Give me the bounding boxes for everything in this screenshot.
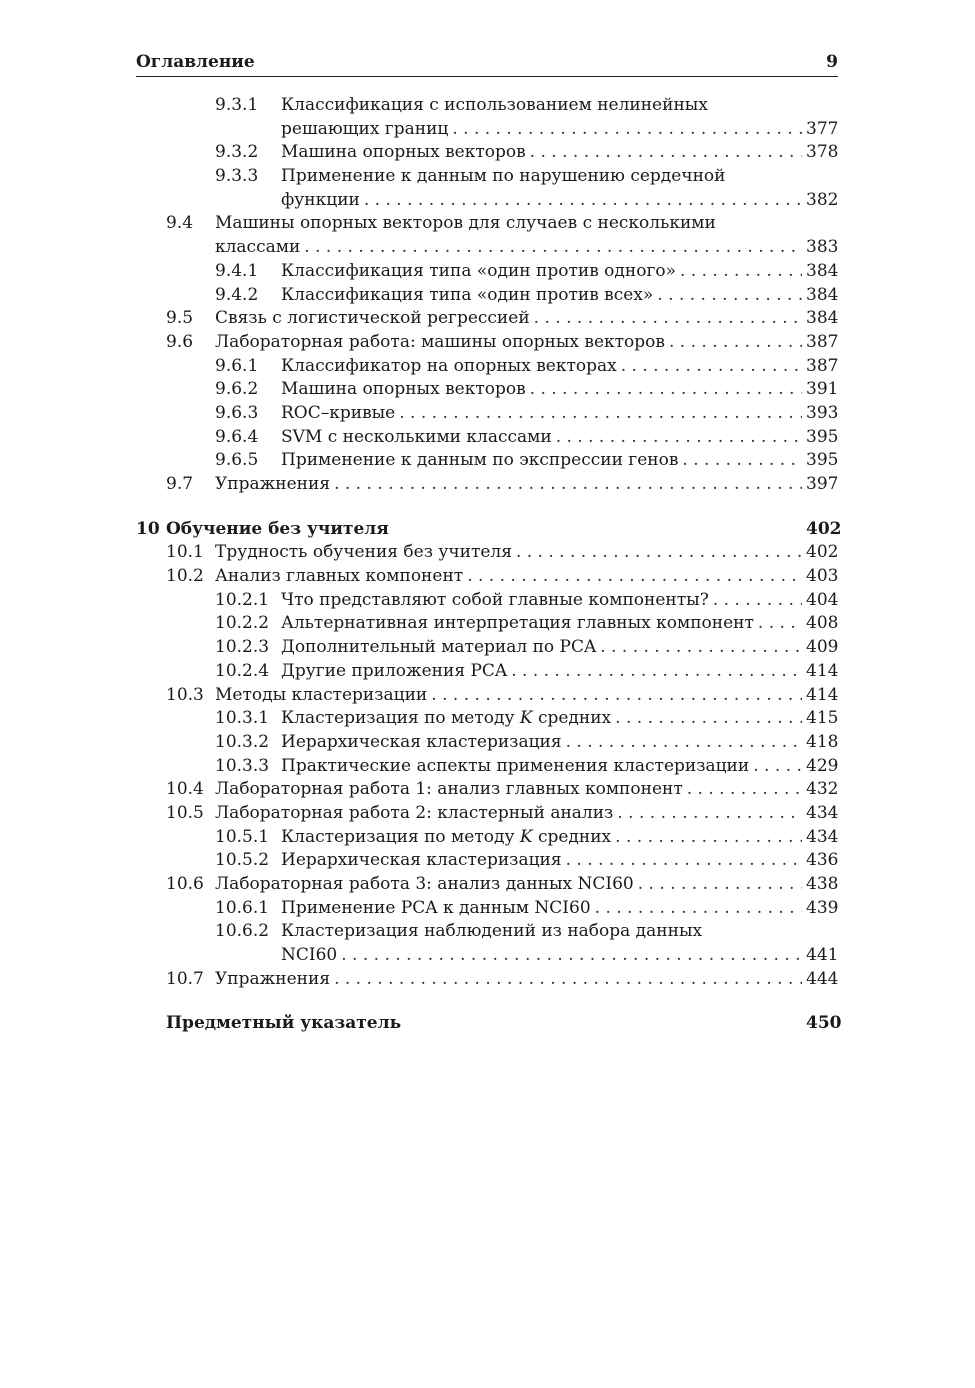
toc-entry-title: Классификация типа «один против всех» [281,284,654,305]
header-rule [136,76,838,77]
leader-dots [638,873,802,897]
toc-entry-page: 395 [806,450,839,471]
toc-chapter-entry[interactable] [136,518,842,542]
leader-dots [452,118,802,142]
toc-entry-number: 9.6.2 [215,379,259,400]
leader-dots [600,636,802,660]
leader-dots [334,968,802,992]
toc-entry-page: 436 [806,850,839,871]
leader-dots [467,565,802,589]
toc-entry-page: 387 [806,331,839,352]
toc-entry-page: 414 [806,660,839,681]
toc-entry-title: Машины опорных векторов для случаев с несколькими [215,213,716,234]
toc-entry-body [281,402,838,426]
toc-entry-body [215,778,838,802]
toc-entry[interactable] [136,944,838,968]
toc-entry-title: Иерархическая кластеризация [281,850,562,871]
toc-entry-body [281,636,838,660]
toc-entry-page: 432 [806,779,839,800]
toc-entry[interactable] [136,636,838,660]
toc-entry-body [281,284,838,308]
toc-entry-title: Связь с логистической регрессией [215,308,530,329]
toc-entry[interactable] [136,378,838,402]
toc-entry-body [281,589,838,613]
toc-entry-number: 10.2.3 [215,637,270,658]
running-header-title: Оглавление [136,52,255,72]
toc-entry-title: Трудность обучения без учителя [215,542,512,563]
toc-entry-body [281,849,838,873]
toc-entry-body [281,165,784,189]
toc-chapter-entry[interactable] [136,1012,842,1036]
toc-entry-page: 378 [806,142,839,163]
toc-entry[interactable] [136,212,838,236]
toc-entry-body [281,189,838,213]
toc-entry[interactable] [136,684,838,708]
toc-entry-body [281,944,838,968]
toc-entry[interactable] [136,873,838,897]
toc-entry-body [215,968,838,992]
toc-entry-body [281,355,838,379]
toc-entry[interactable] [136,920,838,944]
toc-entry-title: Применение PCA к данным NCI60 [281,897,591,918]
toc-entry-title: Обучение без учителя [166,518,389,539]
toc-entry-body [281,660,838,684]
table-of-contents [136,94,842,1036]
toc-entry-title: Упражнения [215,968,331,989]
toc-entry-number: 10.5.2 [215,850,270,871]
leader-dots [334,473,802,497]
toc-entry-title: SVM с несколькими классами [281,426,552,447]
leader-dots [304,236,802,260]
toc-entry-body [281,731,838,755]
toc-entry-page: 395 [806,426,839,447]
toc-entry-body [215,473,838,497]
toc-entry-title: Что представляют собой главные компоненты? [281,589,709,610]
toc-entry[interactable] [136,778,838,802]
toc-entry-number: 9.4 [166,213,194,234]
toc-entry-page: 393 [806,402,839,423]
toc-entry-body [215,565,838,589]
math-variable: K [519,826,533,847]
toc-entry-title: Кластеризация по методу K средних [281,708,612,729]
leader-dots [534,307,802,331]
toc-entry-title: Методы кластеризации [215,684,428,705]
toc-entry-number: 9.4.1 [215,260,259,281]
toc-entry[interactable] [136,755,838,779]
leader-dots [595,897,802,921]
toc-entry-title: функции [281,189,360,210]
toc-entry[interactable] [136,660,838,684]
toc-entry-title: Кластеризация наблюдений из набора данных [281,921,703,942]
toc-entry-body [281,94,784,118]
toc-entry-number: 9.3.3 [215,166,259,187]
toc-entry[interactable] [136,331,838,355]
toc-entry-number: 10.1 [166,542,204,563]
toc-entry-title: Классификация типа «один против одного» [281,260,676,281]
leader-dots [753,755,802,779]
toc-entry-page: 409 [806,637,839,658]
toc-entry[interactable] [136,707,838,731]
toc-entry-page: 384 [806,308,839,329]
toc-entry-page: 434 [806,802,839,823]
toc-entry-body [215,684,838,708]
toc-entry-page: 434 [806,826,839,847]
toc-entry-title: Машина опорных векторов [281,142,526,163]
leader-dots [617,802,802,826]
toc-entry-page: 377 [806,118,839,139]
toc-entry-title: Лабораторная работа 3: анализ данных NCI60 [215,874,634,894]
toc-entry-number: 10.2.4 [215,660,270,681]
leader-dots [615,826,802,850]
toc-entry-number: 10.2.2 [215,613,270,634]
toc-entry-body [281,426,838,450]
toc-entry-number: 9.6.5 [215,450,259,471]
toc-entry[interactable] [136,94,838,118]
toc-entry-page: 384 [806,260,839,281]
toc-entry-title: Классификация с использованием нелинейных [281,95,708,115]
toc-entry[interactable] [136,565,838,589]
toc-entry-title: Лабораторная работа 1: анализ главных компонент [215,779,683,800]
leader-dots [341,944,802,968]
toc-entry[interactable] [136,826,838,850]
leader-dots [621,355,802,379]
toc-entry[interactable] [136,731,838,755]
toc-entry[interactable] [136,589,838,613]
toc-entry-page: 403 [806,566,839,587]
leader-dots [713,589,802,613]
leader-dots [687,778,802,802]
toc-entry-title: ROC–кривые [281,402,396,423]
toc-entry-title: Упражнения [215,474,331,494]
leader-dots [566,849,802,873]
leader-dots [516,541,802,565]
toc-entry[interactable] [136,165,838,189]
toc-entry-body [281,707,838,731]
toc-entry-page: 397 [806,474,839,494]
leader-dots [431,684,802,708]
toc-entry-number: 9.3.2 [215,142,259,163]
toc-entry-body [281,920,784,944]
toc-entry-body [166,518,842,542]
leader-dots [758,612,802,636]
leader-dots [364,189,802,213]
toc-entry-body [281,118,838,142]
toc-entry-body [215,236,838,260]
toc-entry-title: NCI60 [281,945,338,966]
toc-entry-page: 383 [806,237,839,258]
toc-entry-title: Дополнительный материал по PCA [281,637,597,658]
toc-entry-number: 9.5 [166,308,194,329]
running-header-page-number: 9 [826,52,838,72]
toc-entry[interactable] [136,260,838,284]
toc-entry-number: 9.6.1 [215,355,259,376]
running-header [136,50,838,76]
toc-entry-page: 391 [806,379,839,400]
toc-entry[interactable] [136,897,838,921]
toc-entry-number: 9.4.2 [215,284,259,305]
toc-entry-number: 10.2 [166,566,204,587]
toc-entry-body [281,755,838,779]
toc-entry[interactable] [136,402,838,426]
toc-entry-page: 408 [806,613,839,634]
toc-entry[interactable] [136,802,838,826]
toc-entry-page: 444 [806,968,839,989]
toc-entry-number: 9.6.4 [215,426,259,447]
toc-entry-number: 9.6.3 [215,402,259,423]
toc-entry-page: 415 [806,708,839,729]
toc-entry-body [215,331,838,355]
toc-entry-number: 10.5.1 [215,826,270,847]
toc-entry[interactable] [136,236,838,260]
toc-entry-number: 10.2.1 [215,589,270,610]
toc-entry-body [281,449,838,473]
toc-entry-body [281,612,838,636]
toc-entry[interactable] [136,189,838,213]
toc-entry-body [215,307,838,331]
document-page [136,50,842,1034]
leader-dots [511,660,802,684]
toc-entry[interactable] [136,355,838,379]
toc-entry-number: 10.3.1 [215,708,270,729]
toc-entry-body [215,873,838,897]
toc-entry-body [281,260,838,284]
toc-entry-number: 10.7 [166,968,204,989]
leader-dots [680,260,802,284]
leader-dots [669,331,802,355]
toc-entry-body [281,141,838,165]
toc-entry-body [281,826,838,850]
toc-entry-body [215,212,784,236]
toc-entry-number: 10.6 [166,874,204,894]
leader-dots [530,141,802,165]
toc-entry-title: Альтернативная интерпретация главных компонент [281,613,754,634]
toc-entry-page: 441 [806,945,839,966]
toc-entry[interactable] [136,118,838,142]
toc-entry-body [215,802,838,826]
toc-entry-title: решающих границ [281,118,449,139]
toc-entry-page: 450 [806,1013,842,1034]
toc-entry-number: 10.4 [166,779,204,800]
toc-entry-number: 9.6 [166,331,194,352]
toc-entry-title: Применение к данным по экспрессии генов [281,450,679,471]
toc-entry-body [166,1012,842,1036]
leader-dots [657,284,802,308]
toc-entry[interactable] [136,473,838,497]
toc-entry-title: Машина опорных векторов [281,379,526,400]
toc-entry-body [281,378,838,402]
leader-dots [556,426,802,450]
toc-entry-title: Другие приложения PCA [281,660,508,681]
toc-entry-number: 9.7 [166,474,194,494]
toc-entry-page: 418 [806,731,839,752]
toc-entry[interactable] [136,449,838,473]
leader-dots [615,707,802,731]
toc-entry-page: 387 [806,355,839,376]
toc-entry[interactable] [136,284,838,308]
toc-entry-page: 414 [806,684,839,705]
toc-entry-title: Практические аспекты применения кластеризации [281,755,750,776]
toc-entry-title: Лабораторная работа 2: кластерный анализ [215,802,614,823]
toc-entry-title: Предметный указатель [166,1013,402,1034]
toc-entry-number: 10.3.2 [215,731,270,752]
leader-dots [682,449,802,473]
toc-entry-title: Анализ главных компонент [215,566,464,587]
toc-entry-number: 10.3.3 [215,755,270,776]
toc-entry-page: 438 [806,874,839,894]
toc-entry-page: 402 [806,542,839,563]
toc-entry[interactable] [136,541,838,565]
toc-entry[interactable] [136,307,838,331]
toc-entry-number: 10.5 [166,802,204,823]
toc-entry[interactable] [136,141,838,165]
toc-entry-page: 402 [806,518,842,539]
toc-entry[interactable] [136,849,838,873]
toc-entry-title: Иерархическая кластеризация [281,731,562,752]
toc-entry-title: Применение к данным по нарушению сердечной [281,166,726,187]
toc-entry-body [281,897,838,921]
toc-entry-number: 10.3 [166,684,204,705]
leader-dots [530,378,802,402]
toc-entry-page: 429 [806,755,839,776]
toc-entry-title: Классификатор на опорных векторах [281,355,617,376]
toc-entry[interactable] [136,426,838,450]
toc-entry-title: классами [215,237,301,258]
leader-dots [399,402,802,426]
toc-entry[interactable] [136,612,838,636]
toc-entry-number: 10.6.2 [215,921,270,942]
toc-entry-page: 404 [806,589,839,610]
toc-entry-page: 439 [806,897,839,918]
toc-entry-title: Кластеризация по методу K средних [281,826,612,847]
toc-entry-number: 10.6.1 [215,897,270,918]
toc-entry-number: 10 [136,518,160,539]
toc-entry-body [215,541,838,565]
math-variable: K [519,708,533,729]
toc-entry-page: 384 [806,284,839,305]
toc-entry-page: 382 [806,189,839,210]
toc-entry-number: 9.3.1 [215,95,259,115]
leader-dots [566,731,802,755]
toc-entry[interactable] [136,968,838,992]
toc-entry-title: Лабораторная работа: машины опорных векторов [215,331,665,352]
